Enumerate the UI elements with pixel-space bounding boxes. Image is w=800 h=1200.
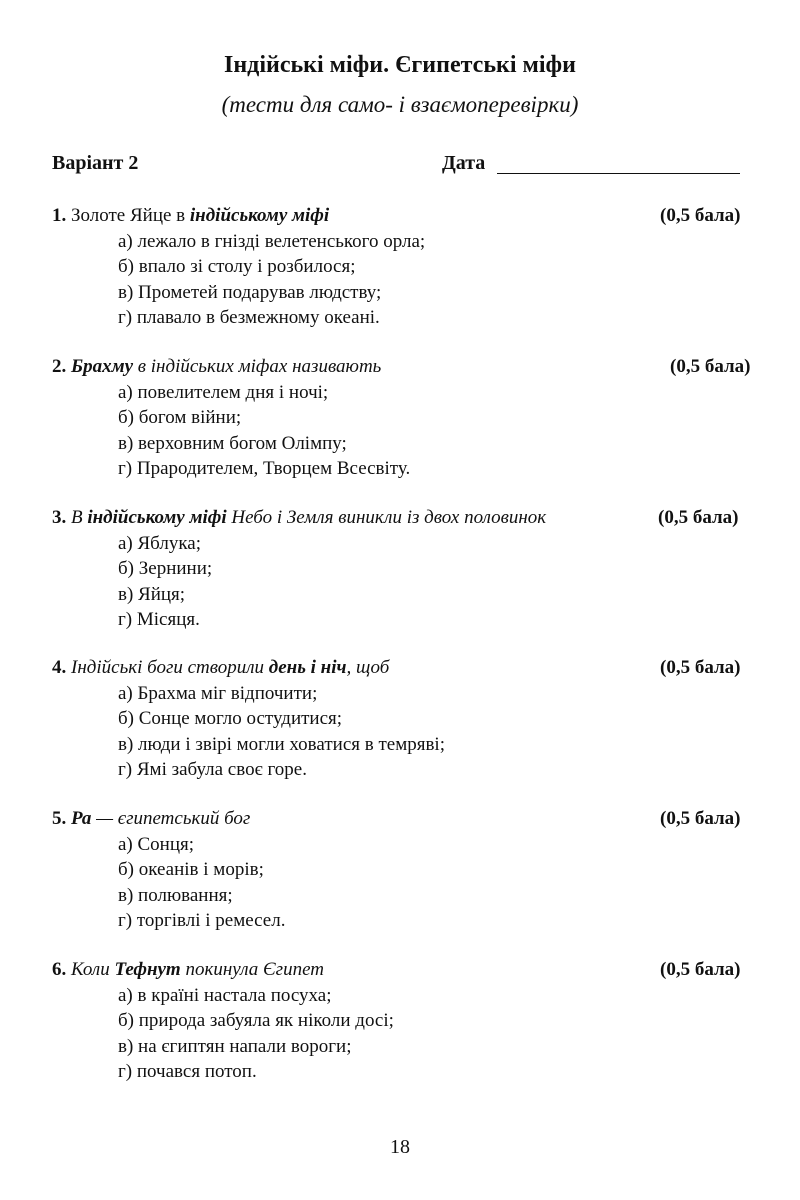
answer-option: в) Яйця; [118, 583, 186, 605]
question-2 [52, 354, 762, 482]
question-3 [52, 505, 762, 633]
question-text [52, 354, 762, 380]
answer-option: б) впало зі столу і розбилося; [118, 256, 356, 277]
question-text-part: Золоте Яйце в [66, 205, 190, 226]
answer-option: г) торгівлі і ремесел. [118, 910, 286, 931]
answer-options [118, 531, 762, 633]
question-points: (0,5 бала) [660, 205, 741, 226]
answer-option: в) люди і звірі могли ховатися в темряві; [118, 733, 445, 755]
question-number: 2. [52, 356, 67, 377]
answer-option: а) в країні настала посуха; [118, 984, 332, 1006]
answer-option: в) на єгиптян напали вороги; [118, 1035, 352, 1057]
answer-option: в) Прометей подарував людству; [118, 281, 382, 303]
question-text-part: Тефнут [114, 959, 181, 980]
question-points: (0,5 бала) [658, 507, 739, 528]
question-text-part: Небо і Земля виникли із двох половинок [226, 507, 547, 528]
page-number: 18 [390, 1136, 410, 1158]
question-text-part: Індійські боги створили [66, 657, 269, 678]
question-text-part: — єгипетський бог [91, 808, 251, 829]
answer-option: а) Брахма міг відпочити; [118, 682, 318, 704]
question-text-part: індійському міфі [189, 205, 330, 226]
question-text-part: , щоб [346, 657, 390, 678]
answer-options [118, 229, 762, 331]
answer-option: а) Яблука; [118, 532, 202, 554]
question-number: 3. [52, 507, 67, 528]
question-text [52, 655, 762, 681]
question-text-part: в індійських міфах називають [133, 356, 382, 377]
question-text-part: Брахму [66, 356, 134, 377]
question-text-part: Ра [66, 808, 92, 829]
answer-option: б) океанів і морів; [118, 859, 264, 880]
question-1 [52, 203, 762, 331]
answer-option: а) лежало в гнізді велетенського орла; [118, 230, 426, 252]
page-title: Індійські міфи. Єгипетські міфи [224, 52, 576, 78]
answer-option: в) полювання; [118, 884, 233, 906]
answer-option: г) почався потоп. [118, 1061, 257, 1082]
question-text [52, 806, 762, 832]
answer-option: б) Зернини; [118, 558, 213, 579]
question-points: (0,5 бала) [670, 356, 751, 377]
page-subtitle: (тести для само- і взаємоперевірки) [221, 92, 579, 117]
date-label: Дата [442, 152, 486, 174]
question-points: (0,5 бала) [660, 657, 741, 678]
question-text-part: покинула Єгипет [180, 959, 324, 980]
question-5 [52, 806, 762, 934]
question-number: 1. [52, 205, 67, 226]
question-text-part: Коли [66, 959, 115, 980]
answer-options [118, 832, 762, 934]
answer-option: в) верховним богом Олімпу; [118, 432, 347, 454]
question-text [52, 203, 762, 229]
answer-options [118, 380, 762, 482]
question-number: 4. [52, 657, 67, 678]
question-6 [52, 957, 762, 1085]
question-text [52, 957, 762, 983]
answer-option: г) плавало в безмежному океані. [118, 307, 380, 328]
variant-label: Варіант 2 [52, 152, 139, 174]
question-text-part: В [66, 507, 88, 528]
answer-option: б) Сонце могло остудитися; [118, 708, 343, 729]
question-number: 5. [52, 808, 67, 829]
question-points: (0,5 бала) [660, 808, 741, 829]
answer-option: б) природа забуяла як ніколи досі; [118, 1010, 394, 1031]
question-text [52, 505, 762, 531]
answer-option: г) Прародителем, Творцем Всесвіту. [118, 458, 411, 479]
date-underline-field[interactable] [497, 173, 740, 174]
answer-option: а) повелителем дня і ночі; [118, 381, 329, 403]
question-4 [52, 655, 762, 783]
answer-option: г) Ямі забула своє горе. [118, 759, 307, 780]
answer-option: а) Сонця; [118, 833, 195, 855]
question-points: (0,5 бала) [660, 959, 741, 980]
question-text-part: день і ніч [268, 657, 347, 678]
answer-option: б) богом війни; [118, 407, 242, 428]
answer-options [118, 681, 762, 783]
answer-options [118, 983, 762, 1085]
question-text-part: індійському міфі [87, 507, 227, 528]
question-number: 6. [52, 959, 67, 980]
answer-option: г) Місяця. [118, 609, 200, 630]
